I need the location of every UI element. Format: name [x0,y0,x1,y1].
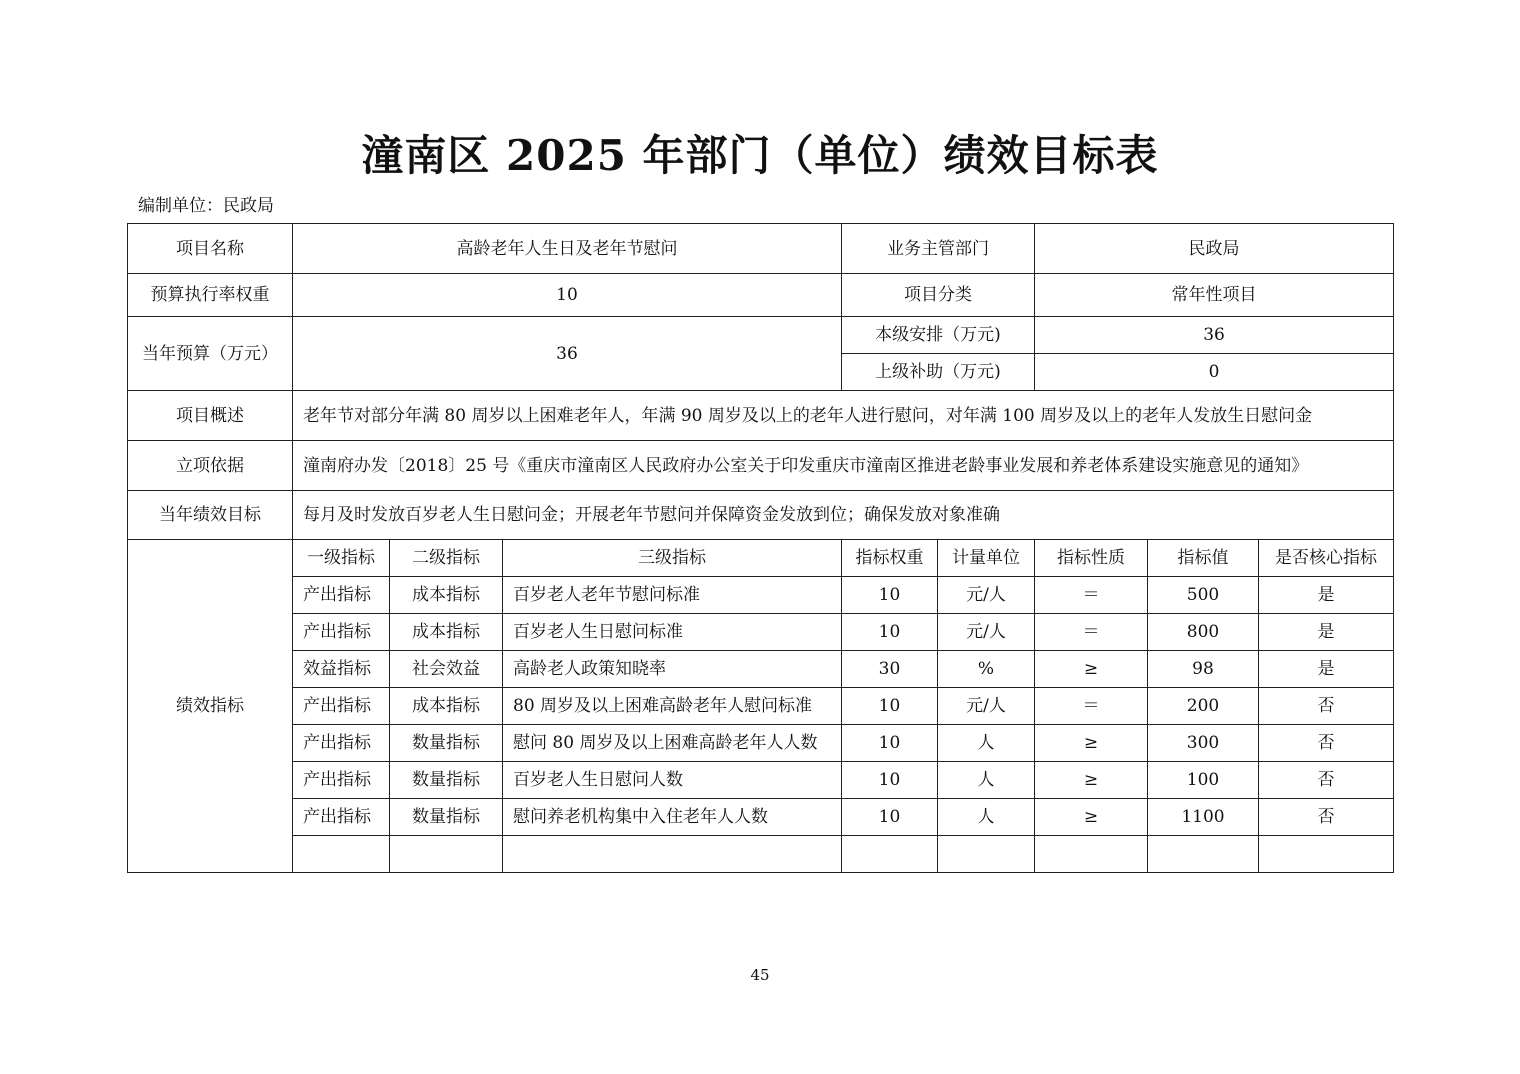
table-row [128,688,1394,725]
core-cell: 否 [1259,688,1394,725]
table-row [128,799,1394,836]
level3-cell: 百岁老人生日慰问标准 [503,614,842,651]
empty-cell [390,836,503,873]
table-row [128,725,1394,762]
row-annual-budget [128,317,1394,354]
weight-cell: 10 [842,762,938,799]
core-cell: 是 [1259,614,1394,651]
level2-cell: 社会效益 [390,651,503,688]
goal-value: 每月及时发放百岁老人生日慰问金；开展老年节慰问并保障资金发放到位；确保发放对象准确 [293,491,1394,540]
nature-cell: ＝ [1035,688,1148,725]
empty-cell [503,836,842,873]
table-row [128,614,1394,651]
subsidy-value: 0 [1035,354,1394,391]
row-goal [128,491,1394,540]
value-cell: 200 [1148,688,1259,725]
weight-cell: 30 [842,651,938,688]
unit-cell: 人 [938,762,1035,799]
budget-weight-label: 预算执行率权重 [128,274,293,317]
header-unit: 计量单位 [938,540,1035,577]
table-row [128,762,1394,799]
header-level3: 三级指标 [503,540,842,577]
header-value: 指标值 [1148,540,1259,577]
value-cell: 300 [1148,725,1259,762]
row-basis [128,441,1394,491]
header-level1: 一级指标 [293,540,390,577]
subsidy-label: 上级补助（万元) [842,354,1035,391]
nature-cell: ≥ [1035,799,1148,836]
unit-cell: 元/人 [938,688,1035,725]
project-name-value: 高龄老年人生日及老年节慰问 [293,224,842,274]
annual-budget-label: 当年预算（万元） [128,317,293,391]
row-overview [128,391,1394,441]
level2-cell: 成本指标 [390,614,503,651]
performance-table [127,223,1394,873]
value-cell: 1100 [1148,799,1259,836]
level1-cell: 产出指标 [293,688,390,725]
level1-cell: 产出指标 [293,799,390,836]
empty-cell [293,836,390,873]
dept-value: 民政局 [1035,224,1394,274]
local-value: 36 [1035,317,1394,354]
row-budget-weight [128,274,1394,317]
core-cell: 否 [1259,799,1394,836]
level1-cell: 产出指标 [293,762,390,799]
annual-budget-value: 36 [293,317,842,391]
header-level2: 二级指标 [390,540,503,577]
table-row [128,651,1394,688]
empty-cell [938,836,1035,873]
nature-cell: ≥ [1035,725,1148,762]
unit-cell: 元/人 [938,577,1035,614]
weight-cell: 10 [842,725,938,762]
level2-cell: 成本指标 [390,688,503,725]
level3-cell: 百岁老人老年节慰问标准 [503,577,842,614]
header-weight: 指标权重 [842,540,938,577]
empty-cell [1035,836,1148,873]
empty-cell [1148,836,1259,873]
nature-cell: ＝ [1035,614,1148,651]
core-cell: 否 [1259,725,1394,762]
weight-cell: 10 [842,799,938,836]
unit-cell: 元/人 [938,614,1035,651]
overview-label: 项目概述 [128,391,293,441]
header-nature: 指标性质 [1035,540,1148,577]
value-cell: 100 [1148,762,1259,799]
weight-cell: 10 [842,577,938,614]
compile-unit: 编制单位：民政局 [138,196,274,216]
page-number: 45 [750,966,770,984]
value-cell: 800 [1148,614,1259,651]
page-title: 潼南区 2025 年部门（单位）绩效目标表 [361,131,1159,180]
nature-cell: ＝ [1035,577,1148,614]
empty-cell [1259,836,1394,873]
level2-cell: 成本指标 [390,577,503,614]
empty-cell [842,836,938,873]
empty-row [128,836,1394,873]
level1-cell: 产出指标 [293,614,390,651]
table-row [128,577,1394,614]
category-value: 常年性项目 [1035,274,1394,317]
level3-cell: 百岁老人生日慰问人数 [503,762,842,799]
project-name-label: 项目名称 [128,224,293,274]
value-cell: 500 [1148,577,1259,614]
level2-cell: 数量指标 [390,799,503,836]
unit-cell: % [938,651,1035,688]
goal-label: 当年绩效目标 [128,491,293,540]
dept-label: 业务主管部门 [842,224,1035,274]
level1-cell: 产出指标 [293,577,390,614]
header-core: 是否核心指标 [1259,540,1394,577]
core-cell: 是 [1259,577,1394,614]
weight-cell: 10 [842,688,938,725]
level2-cell: 数量指标 [390,762,503,799]
level3-cell: 80 周岁及以上困难高龄老年人慰问标准 [503,688,842,725]
level1-cell: 效益指标 [293,651,390,688]
level3-cell: 高龄老人政策知晓率 [503,651,842,688]
basis-label: 立项依据 [128,441,293,491]
local-label: 本级安排（万元) [842,317,1035,354]
core-cell: 是 [1259,651,1394,688]
overview-value: 老年节对部分年满 80 周岁以上困难老年人，年满 90 周岁及以上的老年人进行慰问，对年满 100 周岁及以上的老年人发放生日慰问金 [293,391,1394,441]
category-label: 项目分类 [842,274,1035,317]
level3-cell: 慰问养老机构集中入住老年人人数 [503,799,842,836]
basis-value: 潼南府办发〔2018〕25 号《重庆市潼南区人民政府办公室关于印发重庆市潼南区推进老龄事业发展和养老体系建设实施意见的通知》 [293,441,1394,491]
core-cell: 否 [1259,762,1394,799]
nature-cell: ≥ [1035,762,1148,799]
budget-weight-value: 10 [293,274,842,317]
unit-cell: 人 [938,725,1035,762]
level2-cell: 数量指标 [390,725,503,762]
level1-cell: 产出指标 [293,725,390,762]
level3-cell: 慰问 80 周岁及以上困难高龄老年人人数 [503,725,842,762]
nature-cell: ≥ [1035,651,1148,688]
value-cell: 98 [1148,651,1259,688]
indicator-header-row [128,540,1394,577]
indicators-section-label: 绩效指标 [128,540,293,873]
weight-cell: 10 [842,614,938,651]
unit-cell: 人 [938,799,1035,836]
row-project-name [128,224,1394,274]
